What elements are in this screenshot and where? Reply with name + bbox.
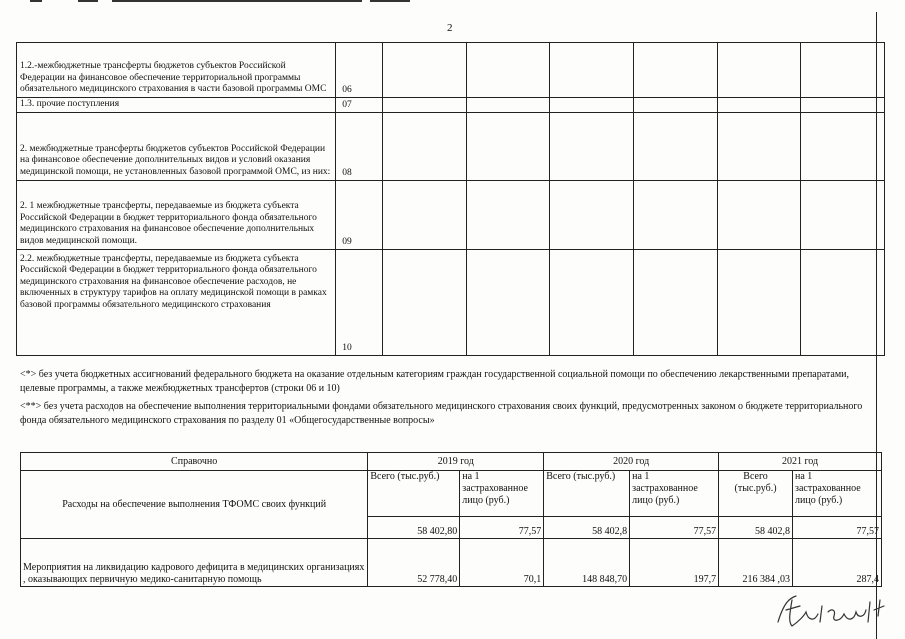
value-cell: 52 778,40 <box>368 539 460 587</box>
footnote-1: <*> без учета бюджетных ассигнований федерального бюджета на оказание отдельным категориям граждан государственной социальной помощи по обеспечению лекарственными препаратами, целевые программы, а также межбюджетных трансфертов (строки 06 и 10) <box>20 369 850 394</box>
value-cell: 148 848,70 <box>544 539 630 587</box>
reference-table <box>20 452 882 587</box>
row-label: Расходы на обеспечение выполнения ТФОМС своих функций <box>21 471 368 539</box>
scan-top-edge <box>0 0 905 4</box>
page-number: 2 <box>447 22 453 34</box>
row-label: 2. 1 межбюджетные трансферты, передаваемые из бюджета субъекта Российской Федерации в бюджет территориального фонда обязательного медицинского страхования на финансовое обеспечение дополнительных видов медицинской помощи. <box>17 180 336 249</box>
table-row <box>17 43 885 98</box>
column-header: на 1 застрахованное лицо (руб.) <box>793 471 882 517</box>
column-header: Всего (тыс.руб.) <box>719 471 793 517</box>
table-header-row <box>21 471 882 517</box>
row-label: 2. межбюджетные трансферты бюджетов субъектов Российской Федерации на финансовое обеспечение дополнительных видов и условий оказания медицинской помощи, не установленных базовой программой ОМС, из них: <box>17 112 336 180</box>
value-cell: 216 384 ,03 <box>719 539 793 587</box>
table-header-row <box>21 453 882 471</box>
value-cell: 77,57 <box>630 517 719 539</box>
row-label: Мероприятия на ликвидацию кадрового дефицита в медицинских организациях , оказывающих первичную медико-санитарную помощь <box>21 539 368 587</box>
revenue-table <box>16 42 885 356</box>
signature <box>770 592 895 632</box>
column-header: Всего (тыс.руб.) <box>544 471 630 517</box>
row-code: 06 <box>336 43 383 98</box>
column-header: Всего (тыс.руб.) <box>368 471 460 517</box>
column-header: на 1 застрахованное лицо (руб.) <box>630 471 719 517</box>
row-code: 10 <box>336 249 383 355</box>
value-cell: 77,57 <box>793 517 882 539</box>
table-row <box>17 249 885 355</box>
value-cell: 58 402,8 <box>544 517 630 539</box>
row-label: 1.3. прочие поступления <box>17 98 336 113</box>
table-row <box>17 112 885 180</box>
value-cell: 197,7 <box>630 539 719 587</box>
table-row <box>21 539 882 587</box>
year-header: 2019 год <box>368 453 544 471</box>
table-row <box>17 180 885 249</box>
table-row <box>17 98 885 113</box>
row-label: 1.2.-межбюджетные трансферты бюджетов субъектов Российской Федерации на финансовое обеспечение территориальной программы обязательного медицинского страхования в части базовой программы ОМС <box>17 43 336 98</box>
year-header: 2021 год <box>719 453 882 471</box>
column-header: на 1 застрахованное лицо (руб.) <box>460 471 544 517</box>
row-label: 2.2. межбюджетные трансферты, передаваемые из бюджета субъекта Российской Федерации в бюджет территориального фонда обязательного медицинского страхования на финансовое обеспечение расходов, не включенных в структуру тарифов на оплату медицинской помощи в рамках базовой программы обязательного медицинского страхования <box>17 249 336 355</box>
footnote-2: <**> без учета расходов на обеспечение выполнения территориальными фондами обязательного медицинского страхования своих функций, предусмотренных законом о бюджете территориального фонда обязательного медицинского страхования по разделу 01 «Общегосударственные вопросы» <box>20 401 863 426</box>
row-code: 07 <box>336 98 383 113</box>
value-cell: 77,57 <box>460 517 544 539</box>
value-cell: 58 402,80 <box>368 517 460 539</box>
row-code: 08 <box>336 112 383 180</box>
value-cell: 70,1 <box>460 539 544 587</box>
year-header: 2020 год <box>544 453 719 471</box>
reference-header: Справочно <box>21 453 368 471</box>
value-cell: 58 402,8 <box>719 517 793 539</box>
footnotes <box>20 368 880 432</box>
value-cell: 287,4 <box>793 539 882 587</box>
row-code: 09 <box>336 180 383 249</box>
